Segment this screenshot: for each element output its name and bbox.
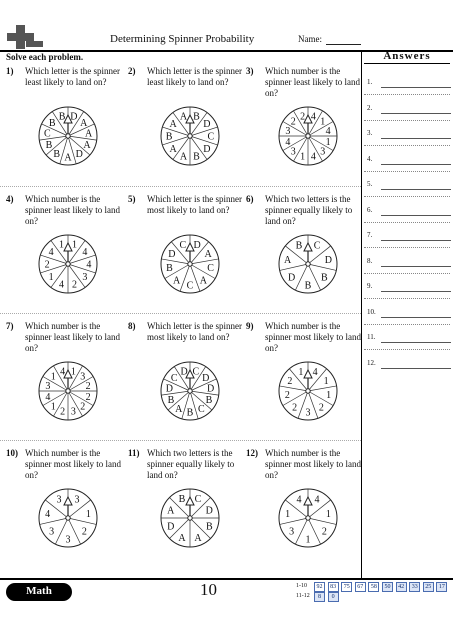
problem-question: Which number is the spinner most likely to land on? [265, 448, 361, 480]
spinner-section-label: D [167, 521, 175, 533]
answer-number: 3. [367, 129, 373, 137]
problem-number: 2) [128, 66, 136, 76]
spinner-section-label: 3 [49, 526, 55, 538]
problem-question: Which number is the spinner least likely to land on? [25, 321, 120, 353]
problem-question: Which number is the spinner least likely to land on? [25, 194, 120, 226]
spinner-section-label: 2 [85, 391, 91, 403]
score-cell: 25 [423, 582, 434, 592]
spinner-section-label: 3 [289, 526, 295, 538]
score-cell: 50 [382, 582, 393, 592]
spinner [36, 232, 100, 296]
spinner-figure [276, 232, 340, 301]
spinner-section-label: A [179, 111, 188, 123]
problem-question: Which letter is the spinner most likely to land on? [147, 194, 242, 215]
answer-number: 12. [367, 358, 376, 367]
spinner-section-label: 4 [310, 151, 316, 163]
spinner [276, 486, 340, 550]
spinner-section-label: 1 [70, 366, 76, 378]
spinner-section-label: 2 [85, 381, 91, 393]
spinner-section-label: 4 [314, 494, 320, 506]
name-field-line[interactable] [326, 44, 361, 45]
answer-number: 10. [367, 307, 376, 316]
spinner-section-label: D [288, 272, 296, 284]
score-cell: 33 [409, 582, 420, 592]
spinner-section-label: C [313, 240, 321, 252]
spinner-figure [158, 104, 222, 173]
spinner-section-label: D [75, 149, 83, 161]
problem-question: Which two letters is the spinner equally likely to land on? [265, 194, 353, 226]
spinner-section-label: A [284, 254, 292, 266]
answers-title: Answers [383, 50, 431, 62]
spinner-section-label: D [324, 254, 332, 266]
answer-line[interactable] [381, 317, 451, 318]
name-label: Name: [298, 34, 322, 44]
problem-number: 3) [246, 66, 254, 76]
spinner-section-label: B [304, 280, 312, 292]
spinner-section-label: A [204, 249, 212, 261]
answer-item [367, 231, 451, 243]
spinner [158, 486, 222, 550]
spinner-section-label: D [203, 119, 211, 131]
spinner-section-label: C [170, 372, 178, 384]
spinner-section-label: D [70, 111, 78, 123]
answer-separator [364, 120, 450, 121]
score-cell: 8 [314, 592, 325, 602]
spinner-section-label: 4 [312, 366, 318, 378]
score-cell: 92 [314, 582, 325, 592]
spinner-section-label: 3 [70, 406, 76, 418]
spinner-section-label: B [205, 395, 213, 407]
spinner-section-label: 1 [59, 239, 65, 251]
answer-separator [364, 298, 450, 299]
plus-minus-logo-icon [6, 24, 44, 50]
problem-number: 7) [6, 321, 14, 331]
footer-rule [0, 578, 453, 580]
answer-separator [364, 349, 450, 350]
spinner-section-label: C [207, 131, 215, 143]
score-cell: 83 [328, 582, 339, 592]
answer-number: 4. [367, 154, 373, 163]
answer-line[interactable] [381, 164, 451, 165]
spinner-section-label: 1 [50, 401, 56, 413]
spinner-section-label: 1 [285, 508, 291, 520]
answer-item [367, 359, 451, 371]
spinner-section-label: 3 [74, 494, 80, 506]
spinner-section-label: A [178, 532, 186, 544]
spinner-section-label: A [64, 152, 72, 164]
spinner-section-label: C [194, 494, 202, 506]
answer-line[interactable] [381, 240, 451, 241]
spinner-section-label: A [172, 275, 181, 287]
spinner-section-label: 4 [60, 366, 66, 378]
spinner-section-label: D [203, 143, 211, 155]
spinner-section-label: 4 [48, 247, 54, 259]
spinner-section-label: C [192, 366, 200, 378]
answer-number: 5. [367, 180, 373, 188]
answer-number: 2. [367, 103, 373, 112]
spinner-section-label: 4 [296, 494, 302, 506]
spinner-figure [276, 359, 340, 428]
problem-number: 1) [6, 66, 14, 76]
answer-line[interactable] [381, 266, 451, 267]
spinner-section-label: 2 [284, 390, 290, 402]
answer-number: 7. [367, 231, 373, 239]
spinner-section-label: A [175, 404, 183, 416]
spinner [276, 232, 340, 296]
spinner-section-label: A [167, 505, 175, 517]
row-separator [0, 186, 361, 187]
answer-number: 6. [367, 205, 373, 214]
spinner-section-label: 2 [60, 406, 66, 418]
spinner-section-label: B [48, 117, 56, 129]
spinner-figure [36, 104, 100, 173]
score-row-label: 1-10 [296, 583, 307, 589]
answer-line[interactable] [381, 189, 451, 190]
spinner-section-label: B [45, 140, 53, 152]
spinner-section-label: 2 [81, 526, 87, 538]
spinner-section-label: 1 [85, 508, 91, 520]
spinner-section-label: C [186, 280, 194, 292]
spinner-section-label: 1 [298, 366, 304, 378]
spinner-section-label: A [194, 532, 202, 544]
answer-line[interactable] [381, 342, 451, 343]
page-title: Determining Spinner Probability [110, 33, 255, 45]
answer-item [367, 282, 451, 294]
spinner-section-label: 4 [45, 391, 51, 403]
row-separator [0, 440, 361, 441]
spinner [276, 359, 340, 423]
answer-separator [364, 94, 450, 95]
answer-number: 1. [367, 78, 373, 86]
spinner-section-label: 4 [285, 136, 291, 148]
answer-separator [364, 273, 450, 274]
spinner-figure [36, 359, 100, 428]
spinner-section-label: 1 [326, 390, 332, 402]
spinner-section-label: 4 [86, 259, 92, 271]
spinner-section-label: A [169, 143, 177, 155]
problem-number: 11) [128, 448, 140, 458]
spinner-section-label: 1 [323, 376, 329, 388]
answer-line[interactable] [381, 87, 451, 88]
spinner-section-label: B [193, 111, 200, 123]
spinner-section-label: D [207, 383, 215, 395]
answer-number: 8. [367, 256, 373, 265]
score-cell: 75 [341, 582, 352, 592]
problem-number: 8) [128, 321, 136, 331]
answer-separator [364, 171, 450, 172]
spinner-section-label: 3 [80, 371, 86, 383]
problem-question: Which letter is the spinner least likely to land on? [147, 66, 242, 87]
spinner-section-label: 2 [287, 376, 293, 388]
score-cell: 67 [355, 582, 366, 592]
spinner-section-label: 3 [56, 494, 62, 506]
problem-number: 12) [246, 448, 258, 458]
spinner-section-label: B [165, 131, 173, 143]
spinner-section-label: 2 [290, 116, 296, 128]
spinner-section-label: A [169, 119, 177, 131]
spinner-section-label: 2 [318, 402, 324, 414]
score-cell: 42 [396, 582, 407, 592]
spinner-section-label: B [295, 240, 303, 252]
problem-number: 10) [6, 448, 18, 458]
answer-separator [364, 247, 450, 248]
answers-divider [361, 50, 362, 578]
spinner-section-label: B [58, 111, 66, 123]
subject-label: Math [26, 585, 52, 597]
spinner-figure [276, 104, 340, 173]
score-cell: 0 [328, 592, 339, 602]
spinner-section-label: 1 [71, 239, 77, 251]
spinner-section-label: 3 [65, 534, 71, 546]
spinner-section-label: 3 [82, 271, 88, 283]
spinner-section-label: B [205, 521, 213, 533]
spinner [36, 359, 100, 423]
spinner-section-label: A [179, 151, 188, 163]
answer-item [367, 129, 451, 141]
spinner-section-label: 1 [325, 508, 331, 520]
spinner-section-label: A [199, 275, 208, 287]
spinner-section-label: 4 [310, 111, 316, 123]
spinner-section-label: 3 [320, 146, 326, 158]
spinner-section-label: 4 [82, 247, 88, 259]
spinner-section-label: 3 [305, 407, 311, 419]
spinner [158, 359, 222, 423]
spinner-section-label: A [85, 128, 93, 140]
spinner-section-label: 2 [300, 111, 306, 123]
spinner-figure [36, 232, 100, 301]
instructions: Solve each problem. [6, 52, 84, 62]
spinner-section-label: 1 [305, 534, 311, 546]
problem-question: Which number is the spinner least likely to land on? [265, 66, 360, 98]
spinner-section-label: C [197, 404, 205, 416]
score-cell: 17 [436, 582, 447, 592]
spinner-figure [158, 359, 222, 428]
answers-title-rule [364, 63, 450, 64]
answer-item [367, 333, 451, 345]
answer-line[interactable] [381, 113, 451, 114]
spinner-section-label: 1 [50, 371, 56, 383]
answer-line[interactable] [381, 368, 451, 369]
spinner-section-label: 2 [71, 279, 77, 291]
spinner-section-label: D [180, 366, 188, 378]
spinner-section-label: 3 [285, 126, 291, 138]
answer-item [367, 206, 451, 218]
spinner-section-label: B [320, 272, 328, 284]
answer-item [367, 155, 451, 167]
problem-question: Which letter is the spinner most likely to land on? [147, 321, 242, 342]
spinner-section-label: 1 [300, 151, 306, 163]
spinner [158, 104, 222, 168]
spinner-section-label: C [43, 128, 51, 140]
answer-line[interactable] [381, 138, 451, 139]
spinner-section-label: D [168, 249, 176, 261]
score-row-label: 11-12 [296, 593, 310, 599]
spinner-section-label: 1 [325, 136, 331, 148]
problem-number: 9) [246, 321, 254, 331]
problem-question: Which letter is the spinner least likely to land on? [25, 66, 120, 87]
spinner-section-label: C [179, 239, 187, 251]
problem-number: 6) [246, 194, 254, 204]
spinner-section-label: 2 [44, 259, 50, 271]
answer-separator [364, 196, 450, 197]
spinner-section-label: D [193, 239, 201, 251]
spinner-section-label: 1 [320, 116, 326, 128]
spinner [36, 486, 100, 550]
spinner-section-label: B [193, 151, 200, 163]
page-number: 10 [200, 580, 217, 599]
spinner-section-label: 1 [48, 271, 54, 283]
spinner-section-label: 4 [45, 508, 51, 520]
problem-number: 4) [6, 194, 14, 204]
spinner-section-label: D [165, 383, 173, 395]
answer-number: 11. [367, 333, 376, 341]
answer-separator [364, 324, 450, 325]
spinner-section-label: 3 [45, 381, 51, 393]
spinner-figure [158, 232, 222, 301]
problem-question: Which number is the spinner most likely to land on? [25, 448, 121, 480]
score-cell: 58 [368, 582, 379, 592]
spinner-figure [158, 486, 222, 555]
answer-separator [364, 222, 450, 223]
spinner-figure [36, 486, 100, 555]
spinner-section-label: 2 [321, 526, 327, 538]
spinner-section-label: 4 [59, 279, 65, 291]
problem-number: 5) [128, 194, 136, 204]
answer-item [367, 78, 451, 90]
answer-separator [364, 145, 450, 146]
answer-item [367, 308, 451, 320]
answer-number: 9. [367, 282, 373, 290]
spinner-section-label: B [186, 407, 194, 419]
spinner [276, 104, 340, 168]
answer-item [367, 180, 451, 192]
answer-item [367, 257, 451, 269]
spinner-section-label: B [53, 149, 61, 161]
spinner-section-label: A [83, 140, 91, 152]
spinner-section-label: D [202, 372, 210, 384]
spinner-section-label: D [205, 505, 213, 517]
spinner [36, 104, 100, 168]
spinner-section-label: 3 [290, 146, 296, 158]
problem-question: Which number is the spinner most likely to land on? [265, 321, 361, 353]
answer-line[interactable] [381, 215, 451, 216]
spinner-section-label: C [207, 263, 214, 275]
answer-item [367, 104, 451, 116]
row-separator [0, 313, 361, 314]
spinner [158, 232, 222, 296]
spinner-section-label: 2 [80, 401, 86, 413]
spinner-section-label: 2 [292, 402, 298, 414]
answer-line[interactable] [381, 291, 451, 292]
spinner-figure [276, 486, 340, 555]
spinner-section-label: B [167, 395, 175, 407]
spinner-section-label: B [166, 263, 173, 275]
spinner-section-label: 4 [325, 126, 331, 138]
problem-question: Which two letters is the spinner equally likely to land on? [147, 448, 235, 480]
spinner-section-label: A [80, 117, 88, 129]
spinner-section-label: B [178, 494, 186, 506]
